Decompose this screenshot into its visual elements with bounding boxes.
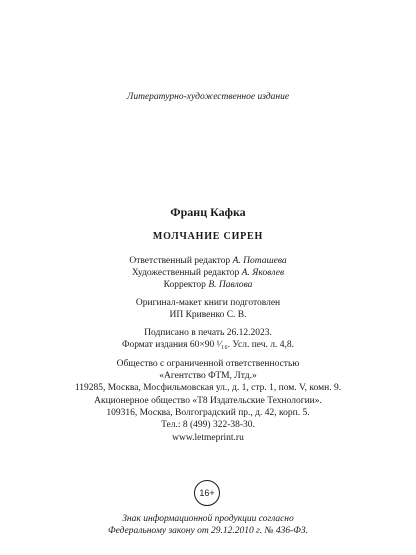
publisher-line: Общество с ограниченной ответственностью — [116, 359, 300, 369]
credits-block — [0, 255, 416, 292]
printer-block — [0, 395, 416, 444]
printer-website: www.letmeprint.ru — [172, 432, 244, 443]
publisher-line: 119285, Москва, Мосфильмовская ул., д. 1, стр. 1, пом. V, комн. 9. — [74, 383, 342, 394]
proofreader-line: Корректор В. Павлова — [163, 280, 253, 291]
printer-line: Акционерное общество «Т8 Издательские Технологии». — [94, 396, 322, 406]
print-info-block — [0, 327, 416, 351]
printer-line: Тел.: 8 (499) 322-38-30. — [161, 420, 255, 431]
book-title: МОЛЧАНИЕ СИРЕН — [152, 231, 264, 242]
layout-line: Оригинал-макет книги подготовлен — [135, 298, 281, 308]
age-rating-badge: 16+ — [194, 480, 220, 506]
layout-line: ИП Кривенко С. В. — [169, 310, 247, 321]
editor-line: Ответственный редактор А. Поташева — [129, 256, 287, 266]
age-rating-note: Знак информационной продукции согласно Федеральному закону от 29.12.2010 г. № 436-ФЗ. — [108, 514, 308, 537]
print-line: Подписано в печать 26.12.2023. — [144, 328, 272, 338]
art-editor-line: Художественный редактор А. Яковлев — [131, 268, 285, 279]
layout-block — [0, 297, 416, 321]
printer-line: 109316, Москва, Волгоградский пр., д. 42, корп. 5. — [106, 408, 310, 419]
print-line: Формат издания 60×90 ¹⁄₁₆. Усл. печ. л. 4,8. — [121, 340, 295, 351]
genre-label: Литературно-художественное издание — [126, 92, 290, 102]
publisher-line: «Агентство ФТМ, Лтд.» — [159, 371, 257, 382]
publisher-block — [0, 358, 416, 395]
author-name: Франц Кафка — [170, 205, 246, 219]
